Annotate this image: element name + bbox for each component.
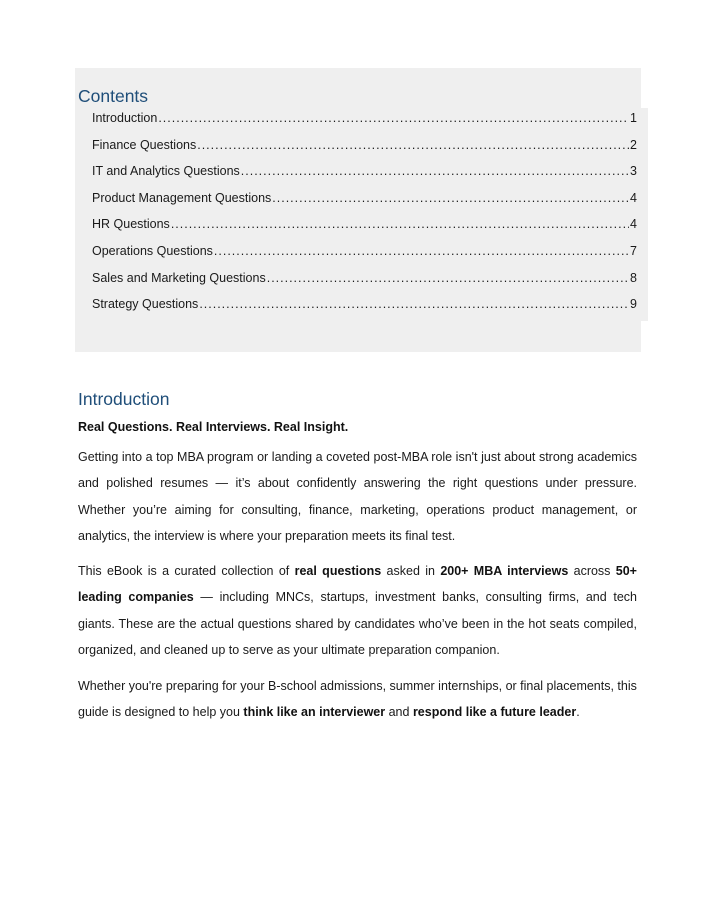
toc-entry-title: Strategy Questions (92, 297, 199, 312)
toc-list (92, 109, 637, 322)
toc-entry-page: 9 (630, 297, 637, 312)
table-of-contents (75, 68, 641, 352)
toc-entry-strategy[interactable] (92, 295, 637, 322)
toc-entry-title: Product Management Questions (92, 190, 272, 205)
toc-dot-leader (267, 269, 629, 287)
paragraph-text: . (576, 705, 580, 720)
toc-entry-title: Finance Questions (92, 137, 197, 152)
toc-entry-page: 2 (630, 137, 637, 152)
toc-dot-leader (199, 295, 629, 313)
toc-entry-product-management[interactable] (92, 189, 637, 216)
toc-heading: Contents (78, 86, 149, 106)
toc-entry-title: Operations Questions (92, 243, 213, 258)
toc-dot-leader (171, 215, 629, 233)
introduction-heading: Introduction (78, 389, 170, 409)
intro-paragraph-2 (78, 558, 637, 663)
toc-entry-page: 4 (630, 190, 637, 205)
bold-phrase: 200+ MBA interviews (440, 564, 569, 578)
toc-dot-leader (241, 162, 629, 180)
bold-phrase: 50+ leading companies (78, 564, 637, 605)
introduction-subtitle: Real Questions. Real Interviews. Real Insight. (78, 420, 349, 434)
paragraph-text: asked in (381, 564, 441, 578)
toc-entry-hr[interactable] (92, 215, 637, 242)
bold-phrase: think like an interviewer (243, 705, 386, 720)
toc-dot-leader (158, 109, 629, 127)
toc-entry-title: Sales and Marketing Questions (92, 270, 266, 285)
toc-entry-operations[interactable] (92, 242, 637, 269)
toc-entry-finance[interactable] (92, 136, 637, 163)
toc-entry-page: 4 (630, 217, 637, 232)
paragraph-text: and (385, 705, 413, 720)
toc-entry-page: 3 (630, 164, 637, 179)
toc-entry-it-analytics[interactable] (92, 162, 637, 189)
intro-paragraph-1: Getting into a top MBA program or landing a coveted post-MBA role isn't just about strong academics and polished resumes — it’s about confidently answering the right questions under pressure. Whether you’re aiming for consulting, finance, marketing, operations product management, or analytics, the interview is where your preparation meets its final test. (78, 450, 637, 543)
paragraph-text: across (568, 564, 616, 578)
toc-entry-introduction[interactable] (92, 109, 637, 136)
toc-entry-sales-marketing[interactable] (92, 269, 637, 296)
toc-entry-title: HR Questions (92, 217, 170, 232)
paragraph-text: Whether you're preparing for your B-school admissions, summer internships, or final placements, this guide is designed to help you (78, 679, 637, 720)
toc-entry-title: Introduction (92, 111, 158, 125)
bold-phrase: real questions (294, 564, 382, 578)
toc-entry-page: 1 (630, 111, 637, 125)
toc-dot-leader (272, 189, 629, 207)
toc-dot-leader (214, 242, 629, 260)
toc-entry-page: 7 (630, 243, 637, 258)
bold-phrase: respond like a future leader (412, 705, 577, 720)
toc-entry-page: 8 (630, 270, 637, 285)
paragraph-text: — including MNCs, startups, investment banks, consulting firms, and tech giants. These are the actual questions shared by candidates who’ve been in the hot seats compiled, organized, and cleaned up to serve as your ultimate preparation companion. (78, 590, 637, 657)
toc-entry-title: IT and Analytics Questions (92, 164, 240, 179)
toc-dot-leader (197, 136, 629, 154)
intro-paragraph-3 (78, 673, 637, 726)
paragraph-text: This eBook is a curated collection of (78, 564, 295, 578)
